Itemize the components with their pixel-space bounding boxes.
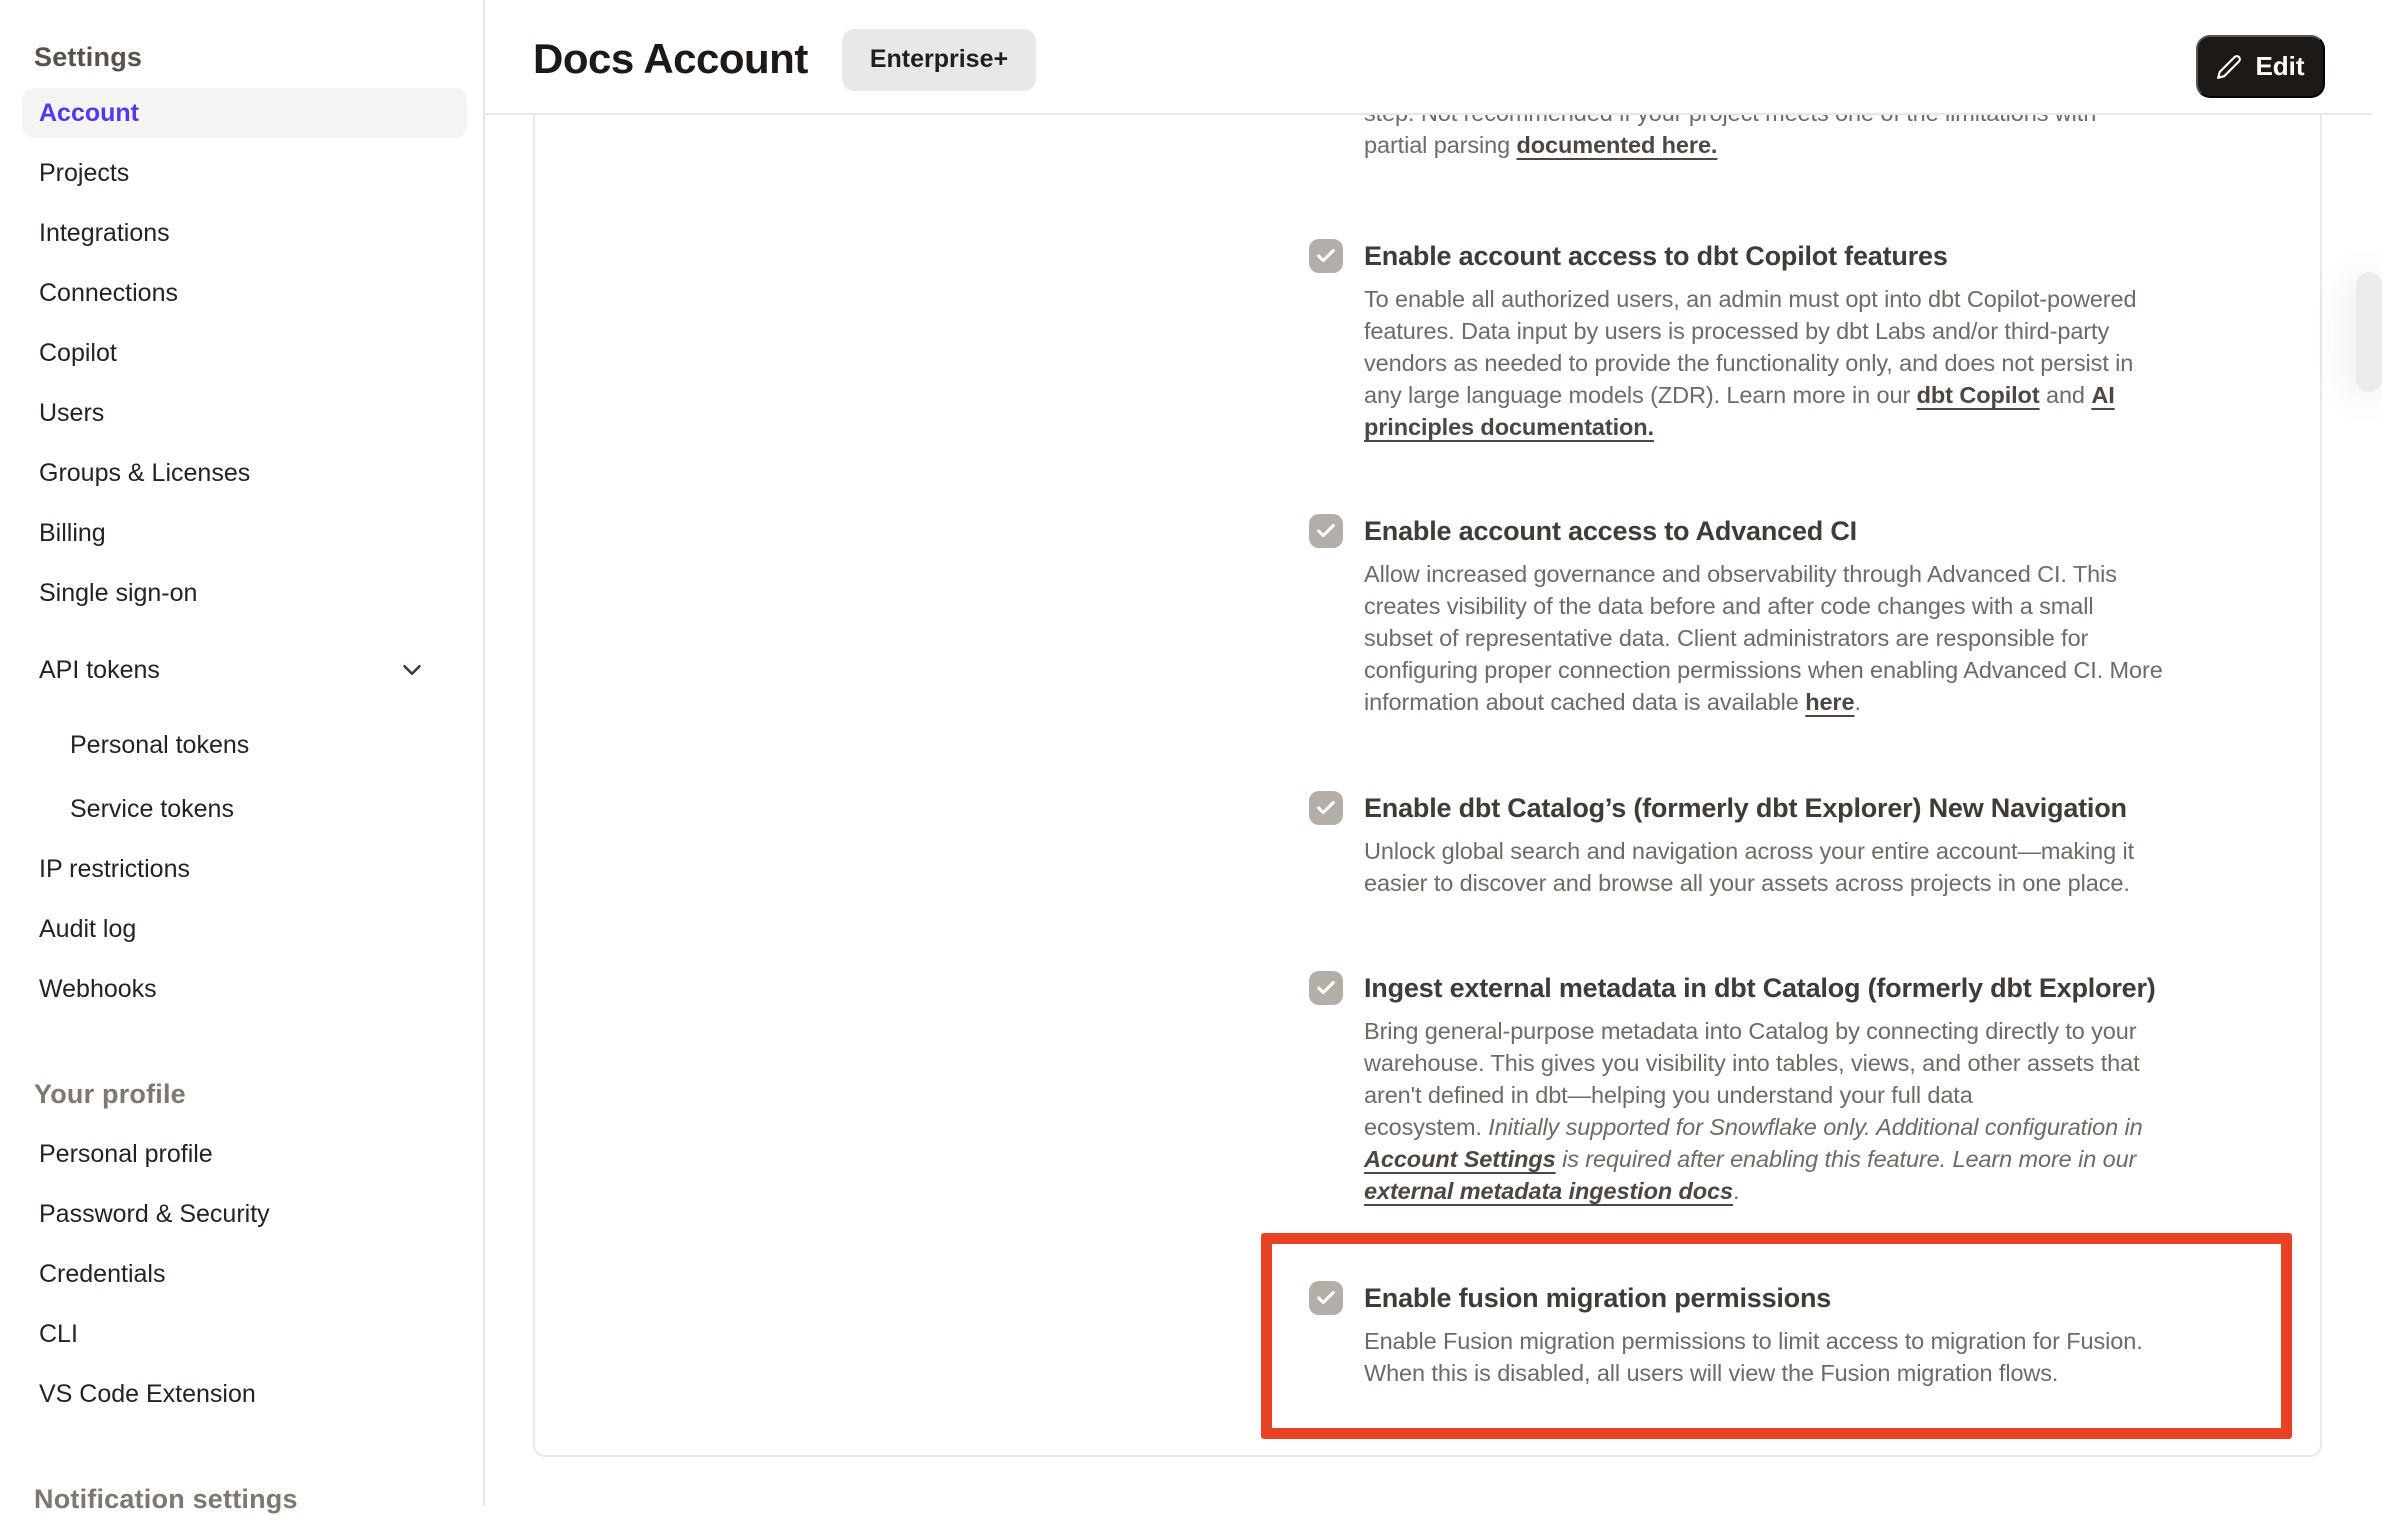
text-segment: information about cached data is available [1364,689,1806,715]
sidebar-item-api-tokens[interactable] [0,640,483,700]
sidebar-item-billing[interactable]: Billing [39,518,106,547]
plan-badge: Enterprise+ [842,29,1036,91]
sidebar-item-password-security[interactable]: Password & Security [39,1199,270,1228]
checkbox-dbt-copilot[interactable] [1309,239,1343,273]
sidebar-item-webhooks[interactable]: Webhooks [39,974,157,1003]
sidebar-item-users[interactable]: Users [39,398,105,427]
checkbox-fusion-migration[interactable] [1309,1281,1343,1315]
account-settings-card [533,115,2322,1457]
text-segment: warehouse. This gives you visibility into tables, views, and other assets that [1364,1050,2140,1076]
settings-sidebar [0,0,485,1514]
setting-title: Enable dbt Catalog’s (formerly dbt Explorer) New Navigation [1364,792,2127,823]
text-segment: Bring general-purpose metadata into Catalog by connecting directly to your [1364,1018,2137,1044]
text-segment: partial parsing [1364,132,1517,158]
sidebar-item-audit-log[interactable]: Audit log [39,914,137,943]
setting-description [1364,558,2314,718]
sidebar-item-cli[interactable]: CLI [39,1319,78,1348]
highlight-annotation-box [1261,1233,2292,1439]
sidebar-heading-notification-settings: Notification settings [34,1483,298,1514]
text-segment: creates visibility of the data before and after code changes with a small [1364,593,2094,619]
sidebar-item-copilot[interactable]: Copilot [39,338,117,367]
inline-link[interactable]: external metadata ingestion docs [1364,1178,1733,1204]
text-segment: is required after enabling this feature. Learn more in our [1555,1146,2137,1172]
sidebar-item-api-tokens-label: API tokens [39,655,160,684]
sidebar-item-groups-licenses[interactable]: Groups & Licenses [39,458,251,487]
text-segment: features. Data input by users is processed by dbt Labs and/or third-party [1364,318,2110,344]
setting-section-fusion-migration [1309,1281,2281,1389]
sidebar-item-ip-restrictions[interactable]: IP restrictions [39,854,190,883]
text-segment: any large language models (ZDR). Learn more in our [1364,382,1917,408]
setting-description [1364,283,2314,443]
sidebar-item-connections[interactable]: Connections [39,278,178,307]
setting-title: Ingest external metadata in dbt Catalog (formerly dbt Explorer) [1364,972,2156,1003]
checkbox-catalog-navigation[interactable] [1309,791,1343,825]
page-title: Docs Account [533,34,808,82]
inline-link[interactable]: AI [2091,382,2115,408]
setting-description [1364,835,2314,899]
sidebar-item-single-sign-on[interactable]: Single sign-on [39,578,198,607]
sidebar-item-service-tokens[interactable]: Service tokens [70,794,234,823]
sidebar-item-integrations[interactable]: Integrations [39,218,170,247]
inline-link[interactable]: Account Settings [1364,1146,1556,1172]
checkbox-external-metadata[interactable] [1309,971,1343,1005]
text-segment: and [2039,382,2092,408]
text-segment: subset of representative data. Client administrators are responsible for [1364,625,2089,651]
text-segment: To enable all authorized users, an admin must opt into dbt Copilot-powered [1364,286,2137,312]
text-segment: Initially supported for Snowflake only. Additional configuration in [1488,1114,2143,1140]
setting-section-catalog-navigation [1309,791,2320,899]
setting-title: Enable account access to dbt Copilot features [1364,240,1948,271]
text-segment: . [1733,1178,1740,1204]
inline-link[interactable]: here [1805,689,1855,715]
text-segment: Unlock global search and navigation across your entire account—making it [1364,838,2135,864]
setting-section-dbt-copilot [1309,239,2320,443]
text-segment: ecosystem. [1364,1114,1489,1140]
sidebar-item-account-label: Account [39,98,139,127]
sidebar-heading-your-profile: Your profile [34,1078,186,1109]
text-segment: Allow increased governance and observability through Advanced CI. This [1364,561,2117,587]
settings-column [535,97,2320,1439]
inline-link[interactable]: documented here. [1516,132,1718,158]
sidebar-item-credentials[interactable]: Credentials [39,1259,166,1288]
edit-button[interactable] [2196,35,2325,98]
sidebar-item-vs-code-extension[interactable]: VS Code Extension [39,1379,256,1408]
setting-section-external-metadata [1309,971,2320,1207]
setting-section-advanced-ci [1309,514,2320,718]
text-segment: vendors as needed to provide the functionality only, and does not persist in [1364,350,2134,376]
setting-title: Enable fusion migration permissions [1364,1282,1832,1313]
chevron-down-icon [397,655,427,685]
text-segment: configuring proper connection permissions when enabling Advanced CI. More [1364,657,2163,683]
pencil-icon [2216,54,2242,80]
text-segment: Enable Fusion migration permissions to limit access to migration for Fusion. [1364,1328,2143,1354]
checkbox-advanced-ci[interactable] [1309,514,1343,548]
text-segment: . [1854,689,1861,715]
text-segment: easier to discover and browse all your assets across projects in one place. [1364,870,2130,896]
sidebar-item-account[interactable] [22,88,467,138]
text-segment: When this is disabled, all users will view the Fusion migration flows. [1364,1360,2059,1386]
setting-description [1364,1015,2314,1207]
sidebar-item-personal-tokens[interactable]: Personal tokens [70,730,250,759]
text-segment: aren't defined in dbt—helping you understand your full data [1364,1082,1973,1108]
inline-link[interactable]: dbt Copilot [1916,382,2040,408]
edit-button-label: Edit [2255,51,2305,81]
scrollbar-thumb[interactable] [2356,272,2382,392]
page-header [485,0,2372,115]
setting-title: Enable account access to Advanced CI [1364,515,1857,546]
setting-description [1364,1325,2314,1389]
inline-link[interactable]: principles documentation. [1364,414,1654,440]
sidebar-item-projects[interactable]: Projects [39,158,130,187]
sidebar-heading-settings: Settings [34,42,143,72]
sidebar-item-personal-profile[interactable]: Personal profile [39,1139,213,1168]
